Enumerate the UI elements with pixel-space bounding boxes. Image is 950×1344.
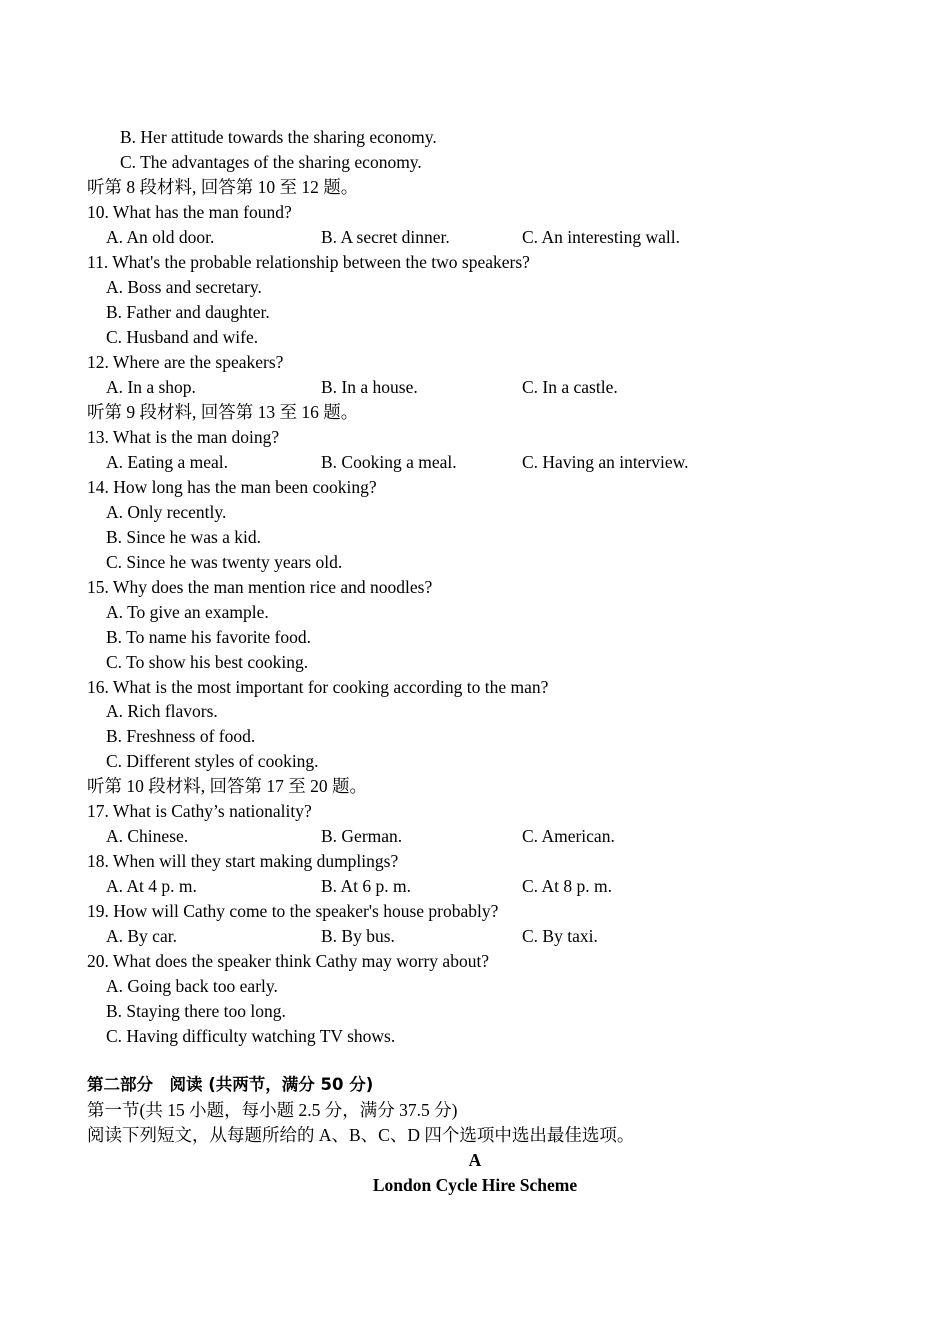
- option-c-q20: C. Having difficulty watching TV shows.: [106, 1026, 396, 1046]
- option-b-q19: B. By bus.: [321, 926, 395, 946]
- option-c-q14: C. Since he was twenty years old.: [106, 552, 343, 572]
- reading-instruction: 阅读下列短文，从每题所给的 A、B、C、D 四个选项中选出最佳选项。: [87, 1125, 635, 1145]
- option-a-q11: A. Boss and secretary.: [106, 277, 262, 297]
- option-b-q9: B. Her attitude towards the sharing economy.: [120, 127, 437, 147]
- option-a-q15: A. To give an example.: [106, 602, 269, 622]
- option-c-q11: C. Husband and wife.: [106, 327, 259, 347]
- question-18: 18. When will they start making dumplings?: [87, 851, 399, 871]
- passage-label: A: [468, 1150, 482, 1170]
- option-b-q16: B. Freshness of food.: [106, 726, 256, 746]
- question-11: 11. What's the probable relationship between the two speakers?: [87, 252, 530, 272]
- option-c-q15: C. To show his best cooking.: [106, 652, 309, 672]
- option-b-q20: B. Staying there too long.: [106, 1001, 286, 1021]
- question-12: 12. Where are the speakers?: [87, 352, 284, 372]
- option-c-q16: C. Different styles of cooking.: [106, 751, 319, 771]
- option-a-q20: A. Going back too early.: [106, 976, 278, 996]
- option-b-q14: B. Since he was a kid.: [106, 527, 262, 547]
- section-one-heading: 第一节(共 15 小题，每小题 2.5 分，满分 37.5 分): [87, 1100, 458, 1120]
- question-13: 13. What is the man doing?: [87, 427, 280, 447]
- option-a-q19: A. By car.: [106, 926, 177, 946]
- section-instruction-9: 听第 9 段材料, 回答第 13 至 16 题。: [87, 402, 359, 422]
- option-c-q17: C. American.: [522, 826, 615, 846]
- section-instruction-10: 听第 10 段材料, 回答第 17 至 20 题。: [87, 776, 367, 796]
- option-b-q17: B. German.: [321, 826, 403, 846]
- option-c-q13: C. Having an interview.: [522, 452, 689, 472]
- option-c-q19: C. By taxi.: [522, 926, 598, 946]
- option-b-q15: B. To name his favorite food.: [106, 627, 312, 647]
- part-two-heading: 第二部分 阅读 (共两节，满分 50 分): [87, 1075, 374, 1094]
- question-15: 15. Why does the man mention rice and noodles?: [87, 577, 433, 597]
- option-b-q12: B. In a house.: [321, 377, 418, 397]
- option-b-q10: B. A secret dinner.: [321, 227, 450, 247]
- question-14: 14. How long has the man been cooking?: [87, 477, 377, 497]
- question-19: 19. How will Cathy come to the speaker's house probably?: [87, 901, 499, 921]
- question-17: 17. What is Cathy’s nationality?: [87, 801, 312, 821]
- option-c-q12: C. In a castle.: [522, 377, 618, 397]
- option-b-q13: B. Cooking a meal.: [321, 452, 457, 472]
- option-a-q12: A. In a shop.: [106, 377, 196, 397]
- option-a-q17: A. Chinese.: [106, 826, 189, 846]
- option-c-q10: C. An interesting wall.: [522, 227, 680, 247]
- question-10: 10. What has the man found?: [87, 202, 292, 222]
- option-c-q9: C. The advantages of the sharing economy.: [120, 152, 422, 172]
- option-c-q18: C. At 8 p. m.: [522, 876, 612, 896]
- section-instruction-8: 听第 8 段材料, 回答第 10 至 12 题。: [87, 177, 359, 197]
- question-20: 20. What does the speaker think Cathy may worry about?: [87, 951, 490, 971]
- option-a-q16: A. Rich flavors.: [106, 701, 218, 721]
- option-a-q18: A. At 4 p. m.: [106, 876, 197, 896]
- option-a-q10: A. An old door.: [106, 227, 215, 247]
- option-a-q14: A. Only recently.: [106, 502, 227, 522]
- question-16: 16. What is the most important for cooking according to the man?: [87, 677, 549, 697]
- passage-title: London Cycle Hire Scheme: [372, 1175, 578, 1195]
- option-a-q13: A. Eating a meal.: [106, 452, 228, 472]
- option-b-q11: B. Father and daughter.: [106, 302, 270, 322]
- option-b-q18: B. At 6 p. m.: [321, 876, 411, 896]
